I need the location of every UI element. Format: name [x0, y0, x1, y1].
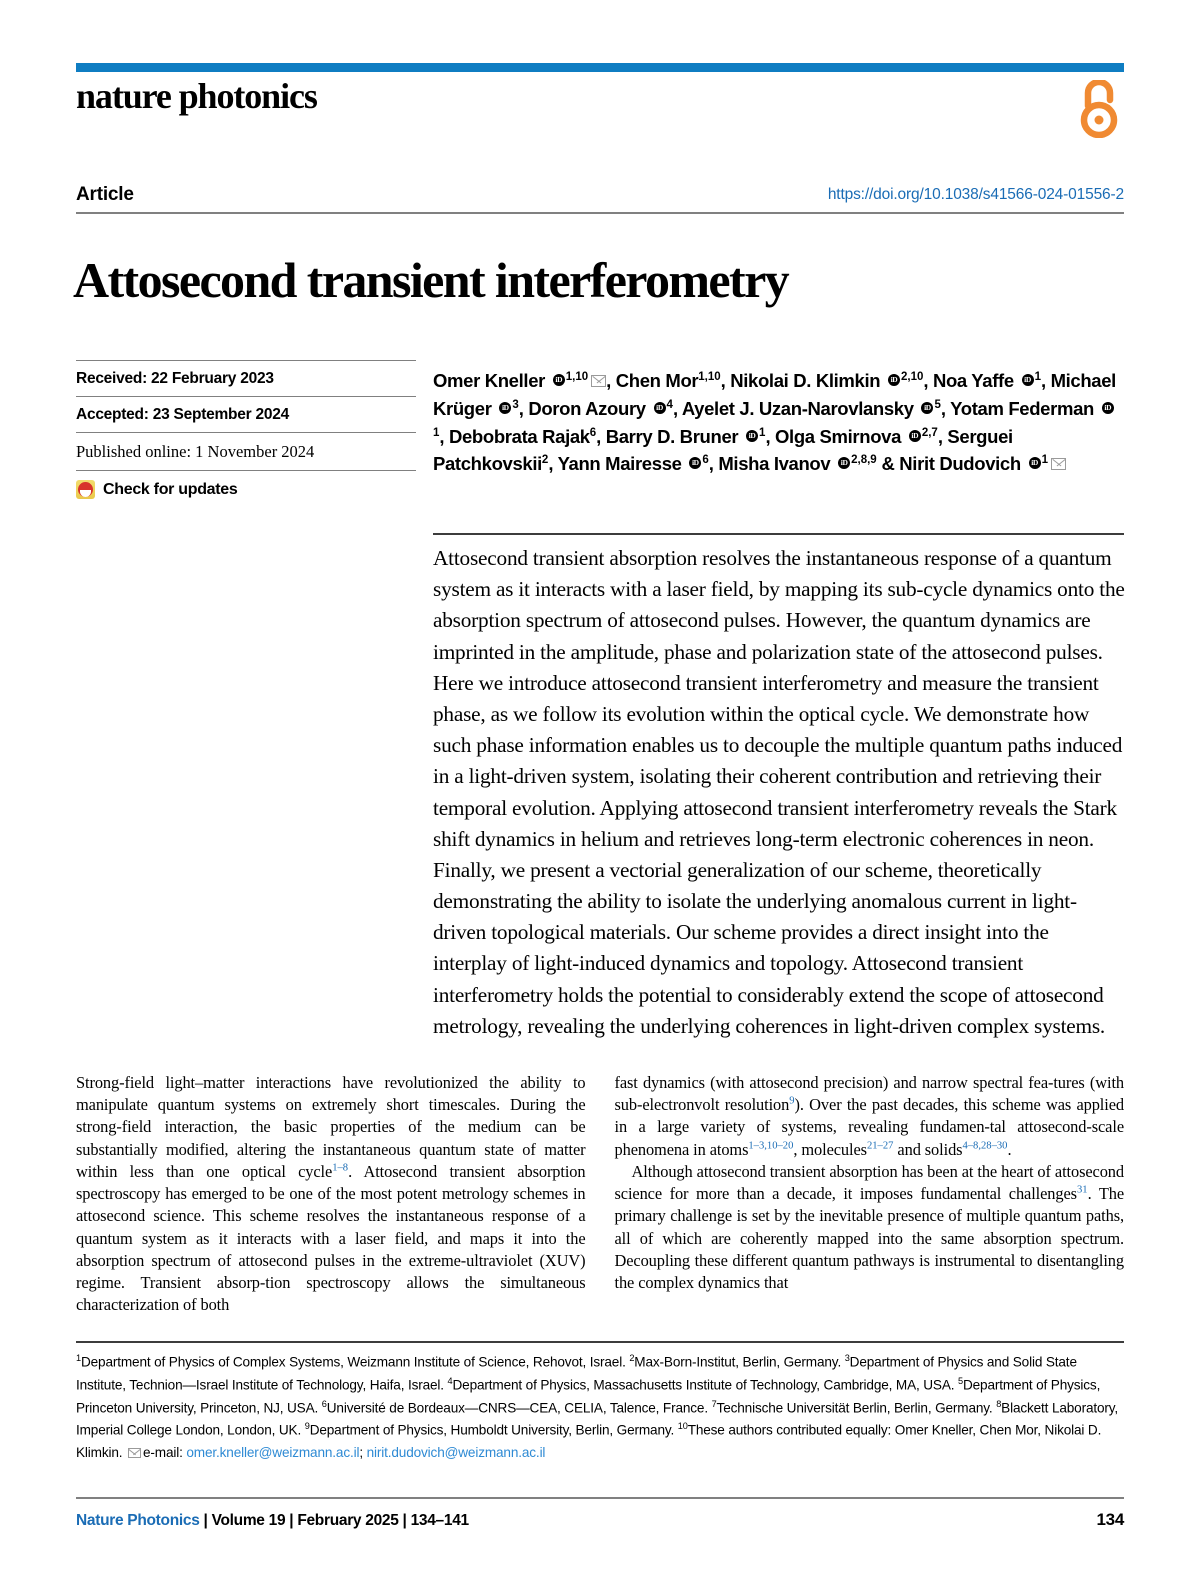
open-access-lock-icon — [1076, 80, 1122, 138]
article-page — [73, 0, 1125, 1593]
orcid-icon[interactable] — [499, 402, 511, 414]
orcid-icon[interactable] — [838, 457, 850, 469]
body-paragraph: fast dynamics (with attosecond precision) and narrow spectral fea-tures (with sub-electronvolt resolution$^9$). Over the past decades, this scheme was applied in a large variety of systems, revealing fundamen-tal attosecond-scale phenomena in atoms$^{1-3,10-20}$, molecules$^{21-27}$ and solids$^{4-8,28-30}$. — [614, 1073, 1124, 1159]
brand-rule — [76, 63, 1124, 72]
footer-citation — [76, 1512, 469, 1530]
abstract-divider — [433, 533, 1124, 535]
published-date: Published online: 1 November 2024 — [76, 442, 315, 461]
page-title: Attosecond transient interferometry — [73, 251, 789, 308]
journal-masthead: nature photonics — [76, 76, 317, 116]
orcid-icon[interactable] — [888, 374, 900, 386]
page-number: 134 — [1096, 1510, 1124, 1529]
email-icon[interactable] — [591, 375, 606, 387]
body-paragraph: Strong-field light–matter interactions have revolutionized the ability to manipulate quantum systems on extremely short timescales. During the strong-field interaction, the basic properties of the medium can be substantially modified, altering the instantaneous quantum state of matter within less than one optical cycle$^{1-8}$. Attosecond transient absorption spectroscopy has emerged to be one of the most potent metrology schemes in attosecond science. This scheme resolves the instantaneous response of a quantum system as it interacts with a laser field, and maps it into the absorption spectrum of attosecond pulses in the extreme-ultraviolet (XUV) regime. Transient absorp-tion spectroscopy allows the simultaneous characterization of both — [76, 1073, 586, 1315]
article-type-label: Article — [76, 184, 134, 205]
email-link-kneller[interactable]: omer.kneller@weizmann.ac.il — [186, 1445, 360, 1461]
email-link-dudovich[interactable]: nirit.dudovich@weizmann.ac.il — [366, 1445, 546, 1461]
check-for-updates-button[interactable] — [76, 471, 416, 499]
orcid-icon[interactable] — [553, 374, 565, 386]
orcid-icon[interactable] — [1102, 402, 1114, 414]
orcid-icon[interactable] — [654, 402, 666, 414]
orcid-icon[interactable] — [1029, 457, 1041, 469]
accepted-date: Accepted: 23 September 2024 — [76, 406, 289, 423]
check-for-updates-label: Check for updates — [103, 480, 238, 498]
page-footer — [76, 1510, 1124, 1530]
orcid-icon[interactable] — [921, 402, 933, 414]
email-icon — [128, 1448, 141, 1459]
abstract-text: Attosecond transient absorption resolves the instantaneous response of a quantum system as it interacts with a laser field, by mapping its sub-cycle dynamics onto the absorption spectrum of attosecond pulses. However, the quantum dynamics are imprinted in the amplitude, phase and polarization state of the attosecond pulses. Here we introduce attosecond transient interferometry and measure the transient phase, as we follow its evolution within the optical cycle. We demonstrate how such phase information enables us to decouple the multiple quantum paths induced in a light-driven system, isolating their coherent contribution and retrieving their temporal evolution. Applying attosecond transient interferometry reveals the Stark shift dynamics in helium and retrieves long-term electronic coherences in neon. Finally, we present a vectorial generalization of our scheme, theoretically demonstrating the ability to isolate the underlying anomalous current in light-driven topological materials. Our scheme provides a direct insight into the interplay of light-induced dynamics and topology. Attosecond transient interferometry holds the potential to considerably extend the scope of attosecond metrology, revealing the underlying coherences in light-driven complex systems. — [433, 546, 1125, 1038]
received-date: Received: 22 February 2023 — [76, 370, 274, 387]
body-column-left — [76, 1072, 586, 1316]
body-columns — [76, 1072, 1124, 1316]
crossmark-icon — [76, 480, 95, 499]
publication-meta — [76, 360, 416, 499]
orcid-icon[interactable] — [909, 430, 921, 442]
doi-link[interactable]: https://doi.org/10.1038/s41566-024-01556-2 — [827, 186, 1124, 203]
email-icon[interactable] — [1051, 458, 1066, 470]
body-column-right — [615, 1072, 1125, 1316]
orcid-icon[interactable] — [1022, 374, 1034, 386]
footer-divider — [76, 1497, 1124, 1499]
affiliations-block: $^1$Department of Physics of Complex Systems, Weizmann Institute of Science, Rehovot, Israel. $^2$Max-Born-Institut, Berlin, Germany. $^3$Department of Physics and Solid State Institute, Technion—Israel Institute of Technology, Haifa, Israel. $^4$Department of Physics, Massachusetts Institute of Technology, Cambridge, MA, USA. $^5$Department of Physics, Princeton University, Princeton, NJ, USA. $^6$Université de Bordeaux—CNRS—CEA, CELIA, Talence, France. $^7$Technische Universität Berlin, Berlin, Germany. $^8$Blackett Laboratory, Imperial College London, London, UK. $^9$Department of Physics, Humboldt University, Berlin, Germany. $^{10}$These authors contributed equally: Omer Kneller, Chen Mor, Nikolai D. Klimkin. e-mail: omer.kneller@weizmann.ac.il; nirit.dudovich@weizmann.ac.il — [76, 1353, 1119, 1461]
footer-volume-info: | Volume 19 | February 2025 | 134–141 — [203, 1512, 469, 1529]
footer-journal-name[interactable]: Nature Photonics — [76, 1512, 200, 1529]
body-paragraph: Although attosecond transient absorption has been at the heart of attosecond science for more than a decade, it imposes fundamental challenges$^{31}$. The primary challenge is set by the inevitable presence of multiple quantum paths, all of which are coherently mapped into the same absorption spectrum. Decoupling these different quantum pathways is instrumental to disentangling the complex dynamics that — [614, 1161, 1125, 1292]
affiliations-divider — [76, 1341, 1124, 1343]
orcid-icon[interactable] — [689, 457, 701, 469]
orcid-icon[interactable] — [746, 430, 758, 442]
header-divider — [76, 212, 1124, 214]
author-list: Omer Kneller iD$^{1,10}$ , Chen Mor$^{1,10}$, Nikolai D. Klimkin iD$^{2,10}$, Noa Yaffe $iD^1$, Michael Krüger $iD^3$, Doron Azoury $iD^4$, Ayelet J. Uzan-Narovlansky $iD^5$, Yotam Federman $iD^1$, Debobrata Rajak$^6$, Barry D. Bruner $iD^1$, Olga Smirnova iD$^{2,7}$, Serguei Patchkovskii$^2$, Yann Mairesse $iD^6$, Misha Ivanov iD$^{2,8,9}$ & Nirit Dudovich $iD^1$ — [433, 367, 1124, 478]
